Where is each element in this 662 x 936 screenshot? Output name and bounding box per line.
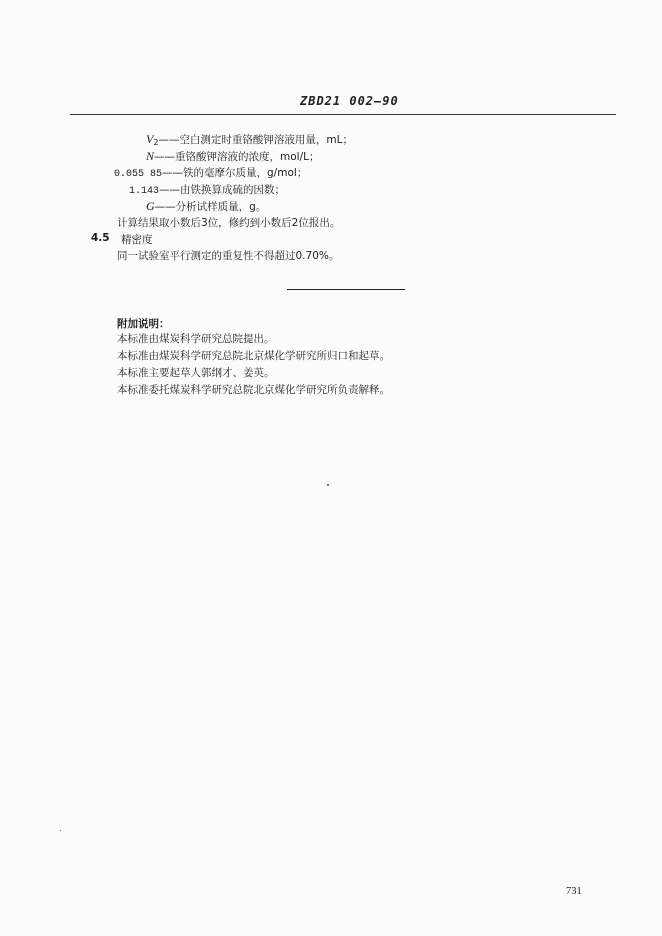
section-number: 4.5 (91, 232, 110, 244)
definition-v2 (146, 133, 353, 149)
scan-speck (327, 484, 329, 486)
definition-symbol: 0.055 85 (114, 169, 163, 180)
scan-speck (60, 830, 61, 831)
definition-symbol: N (146, 149, 155, 163)
definition-text: 铁的毫摩尔质量，g/mol； (183, 167, 308, 179)
definition-text: 重铬酸钾溶液的浓度，mol/L； (175, 151, 320, 163)
definition-molar-mass (114, 167, 307, 181)
notes-item: 本标准由煤炭科学研究总院提出。 (117, 333, 275, 345)
definition-text: 空白测定时重铬酸钾溶液用量，mL； (179, 134, 354, 146)
section-body: 同一试验室平行测定的重复性不得超过0.70%。 (117, 250, 340, 262)
definition-dash: —— (158, 134, 180, 146)
definition-text: 分析试样质量，g。 (175, 201, 267, 213)
header-rule (70, 114, 616, 115)
section-title: 精密度 (121, 234, 153, 246)
notes-title: 附加说明： (117, 318, 170, 330)
definition-dash: —— (154, 151, 176, 163)
notes-item: 本标准委托煤炭科学研究总院北京煤化学研究所负责解释。 (117, 384, 390, 396)
notes-item: 本标准主要起草人郭纲才、姜英。 (117, 367, 275, 379)
notes-item: 本标准由煤炭科学研究总院北京煤化学研究所归口和起草。 (117, 350, 390, 362)
definition-factor (129, 184, 285, 198)
definition-dash: —— (159, 184, 181, 196)
definition-symbol: G (146, 199, 155, 213)
definition-text: 由铁换算成硫的因数； (180, 184, 286, 196)
definition-symbol: V (146, 132, 154, 146)
definition-dash: —— (154, 201, 176, 213)
definition-dash: —— (162, 167, 184, 179)
definition-subscript: 2 (153, 138, 159, 147)
definition-symbol: 1.143 (129, 186, 160, 197)
definition-g (146, 200, 266, 214)
standard-code: ZBD21 002—90 (300, 94, 399, 108)
page-number: 731 (566, 886, 582, 897)
section-divider (287, 289, 405, 290)
result-note: 计算结果取小数后3位，修约到小数后2位报出。 (117, 217, 341, 229)
definition-n (146, 150, 319, 164)
